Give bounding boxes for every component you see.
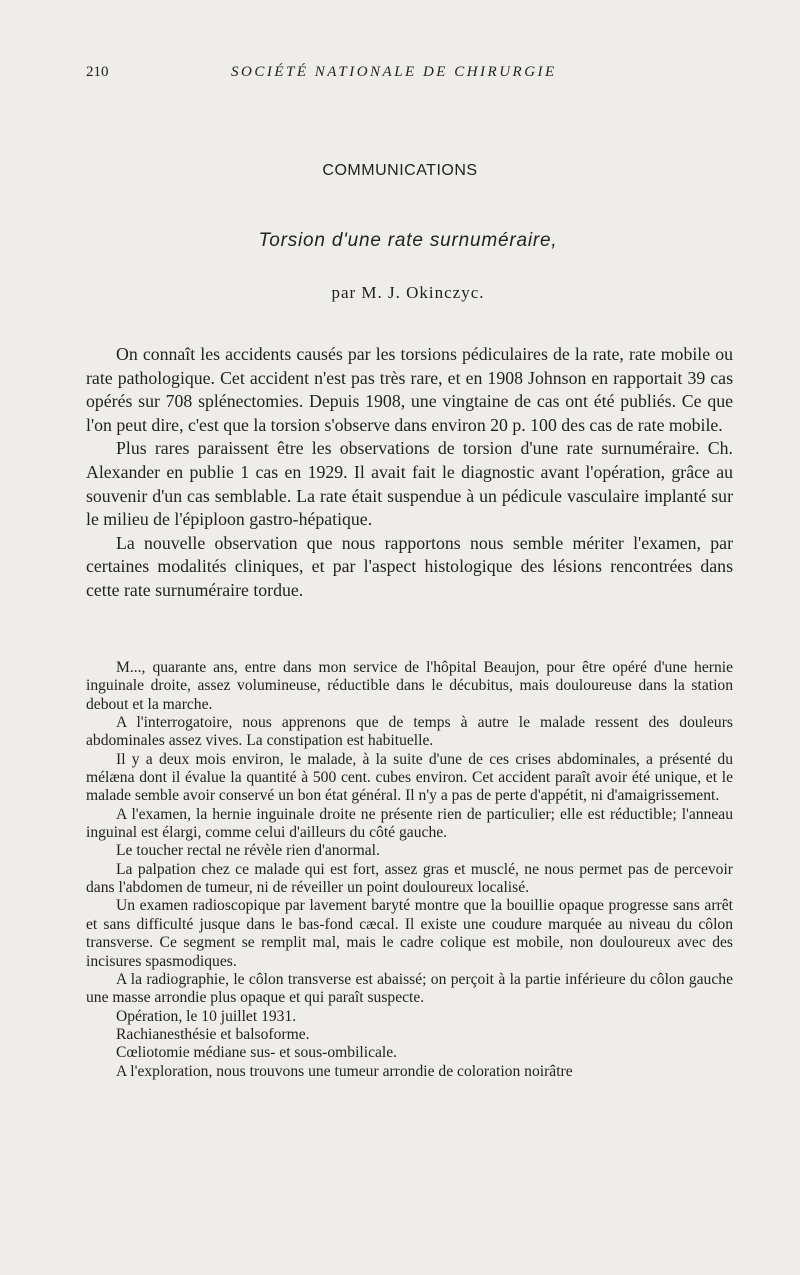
- paragraph: On connaît les accidents causés par les torsions pédiculaires de la rate, rate mobile ou rate pathologique. Cet accident n'est pas très rare, et en 1908 Johnson en rapportait 39 cas opérés sur 708 splénectomies. Depuis 1908, une vingtaine de cas ont été publiés. Ce que l'on peut dire, c'est que la torsion s'observe dans environ 20 p. 100 des cas de rate mobile.: [86, 344, 733, 435]
- case-report-text: [86, 659, 733, 1081]
- journal-title: SOCIÉTÉ NATIONALE DE CHIRURGIE: [231, 64, 557, 80]
- page-number: 210: [86, 64, 109, 80]
- paragraph: Il y a deux mois environ, le malade, à la suite d'une de ces crises abdominales, a présenté du mélæna dont il évalue la quantité à 500 cent. cubes environ. Cet accident paraît avoir été unique, et le malade semble avoir conservé un bon état général. Il n'y a pas de perte d'appétit, ni d'amaigrissement.: [86, 750, 733, 805]
- paragraph: La palpation chez ce malade qui est fort, assez gras et musclé, ne nous permet pas de percevoir dans l'abdomen de tumeur, ni de réveiller un point douloureux localisé.: [86, 860, 733, 897]
- paragraph: A la radiographie, le côlon transverse est abaissé; on perçoit à la partie inférieure du côlon gauche une masse arrondie plus opaque et qui paraît suspecte.: [86, 970, 733, 1007]
- paragraph: A l'interrogatoire, nous apprenons que de temps à autre le malade ressent des douleurs abdominales assez vives. La constipation est habituelle.: [86, 714, 733, 750]
- author-line: par M. J. Okinczyc.: [331, 283, 485, 302]
- paragraph: La nouvelle observation que nous rapportons nous semble mériter l'examen, par certaines modalités cliniques, et par l'aspect histologique des lésions rencontrées dans cette rate surnuméraire tordue.: [86, 532, 733, 600]
- article-title: Torsion d'une rate surnuméraire,: [258, 230, 558, 251]
- paragraph: Cœliotomie médiane sus- et sous-ombilicale.: [116, 1044, 398, 1062]
- paragraph: M..., quarante ans, entre dans mon service de l'hôpital Beaujon, pour être opéré d'une hernie inguinale droite, assez volumineuse, réductible dans le décubitus, mais douloureuse dans la station debout et la marche.: [86, 659, 733, 713]
- paragraph: Plus rares paraissent être les observations de torsion d'une rate surnuméraire. Ch. Alexander en publie 1 cas en 1929. Il avait fait le diagnostic avant l'opération, grâce au souvenir d'un cas semblable. La rate était suspendue à un pédicule vasculaire implanté sur le milieu de l'épiploon gastro-hépatique.: [86, 438, 733, 530]
- paragraph: Un examen radioscopique par lavement baryté montre que la bouillie opaque progresse sans arrêt et sans difficulté jusque dans le bas-fond cæcal. Il existe une coudure marquée au niveau du côlon transverse. Ce segment se remplit mal, mais le cadre colique est mobile, non douloureux avec des incisures spasmodiques.: [86, 897, 733, 970]
- paragraph: Rachianesthésie et balsoforme.: [116, 1025, 310, 1043]
- section-heading: COMMUNICATIONS: [322, 162, 478, 179]
- paragraph: A l'examen, la hernie inguinale droite ne présente rien de particulier; elle est réductible; l'anneau inguinal est élargi, comme celui d'ailleurs du côté gauche.: [86, 805, 733, 842]
- paragraph: A l'exploration, nous trouvons une tumeur arrondie de coloration noirâtre: [116, 1062, 573, 1080]
- paragraph: Le toucher rectal ne révèle rien d'anormal.: [116, 842, 380, 860]
- intro-text: [86, 343, 733, 603]
- paragraph: Opération, le 10 juillet 1931.: [116, 1007, 297, 1025]
